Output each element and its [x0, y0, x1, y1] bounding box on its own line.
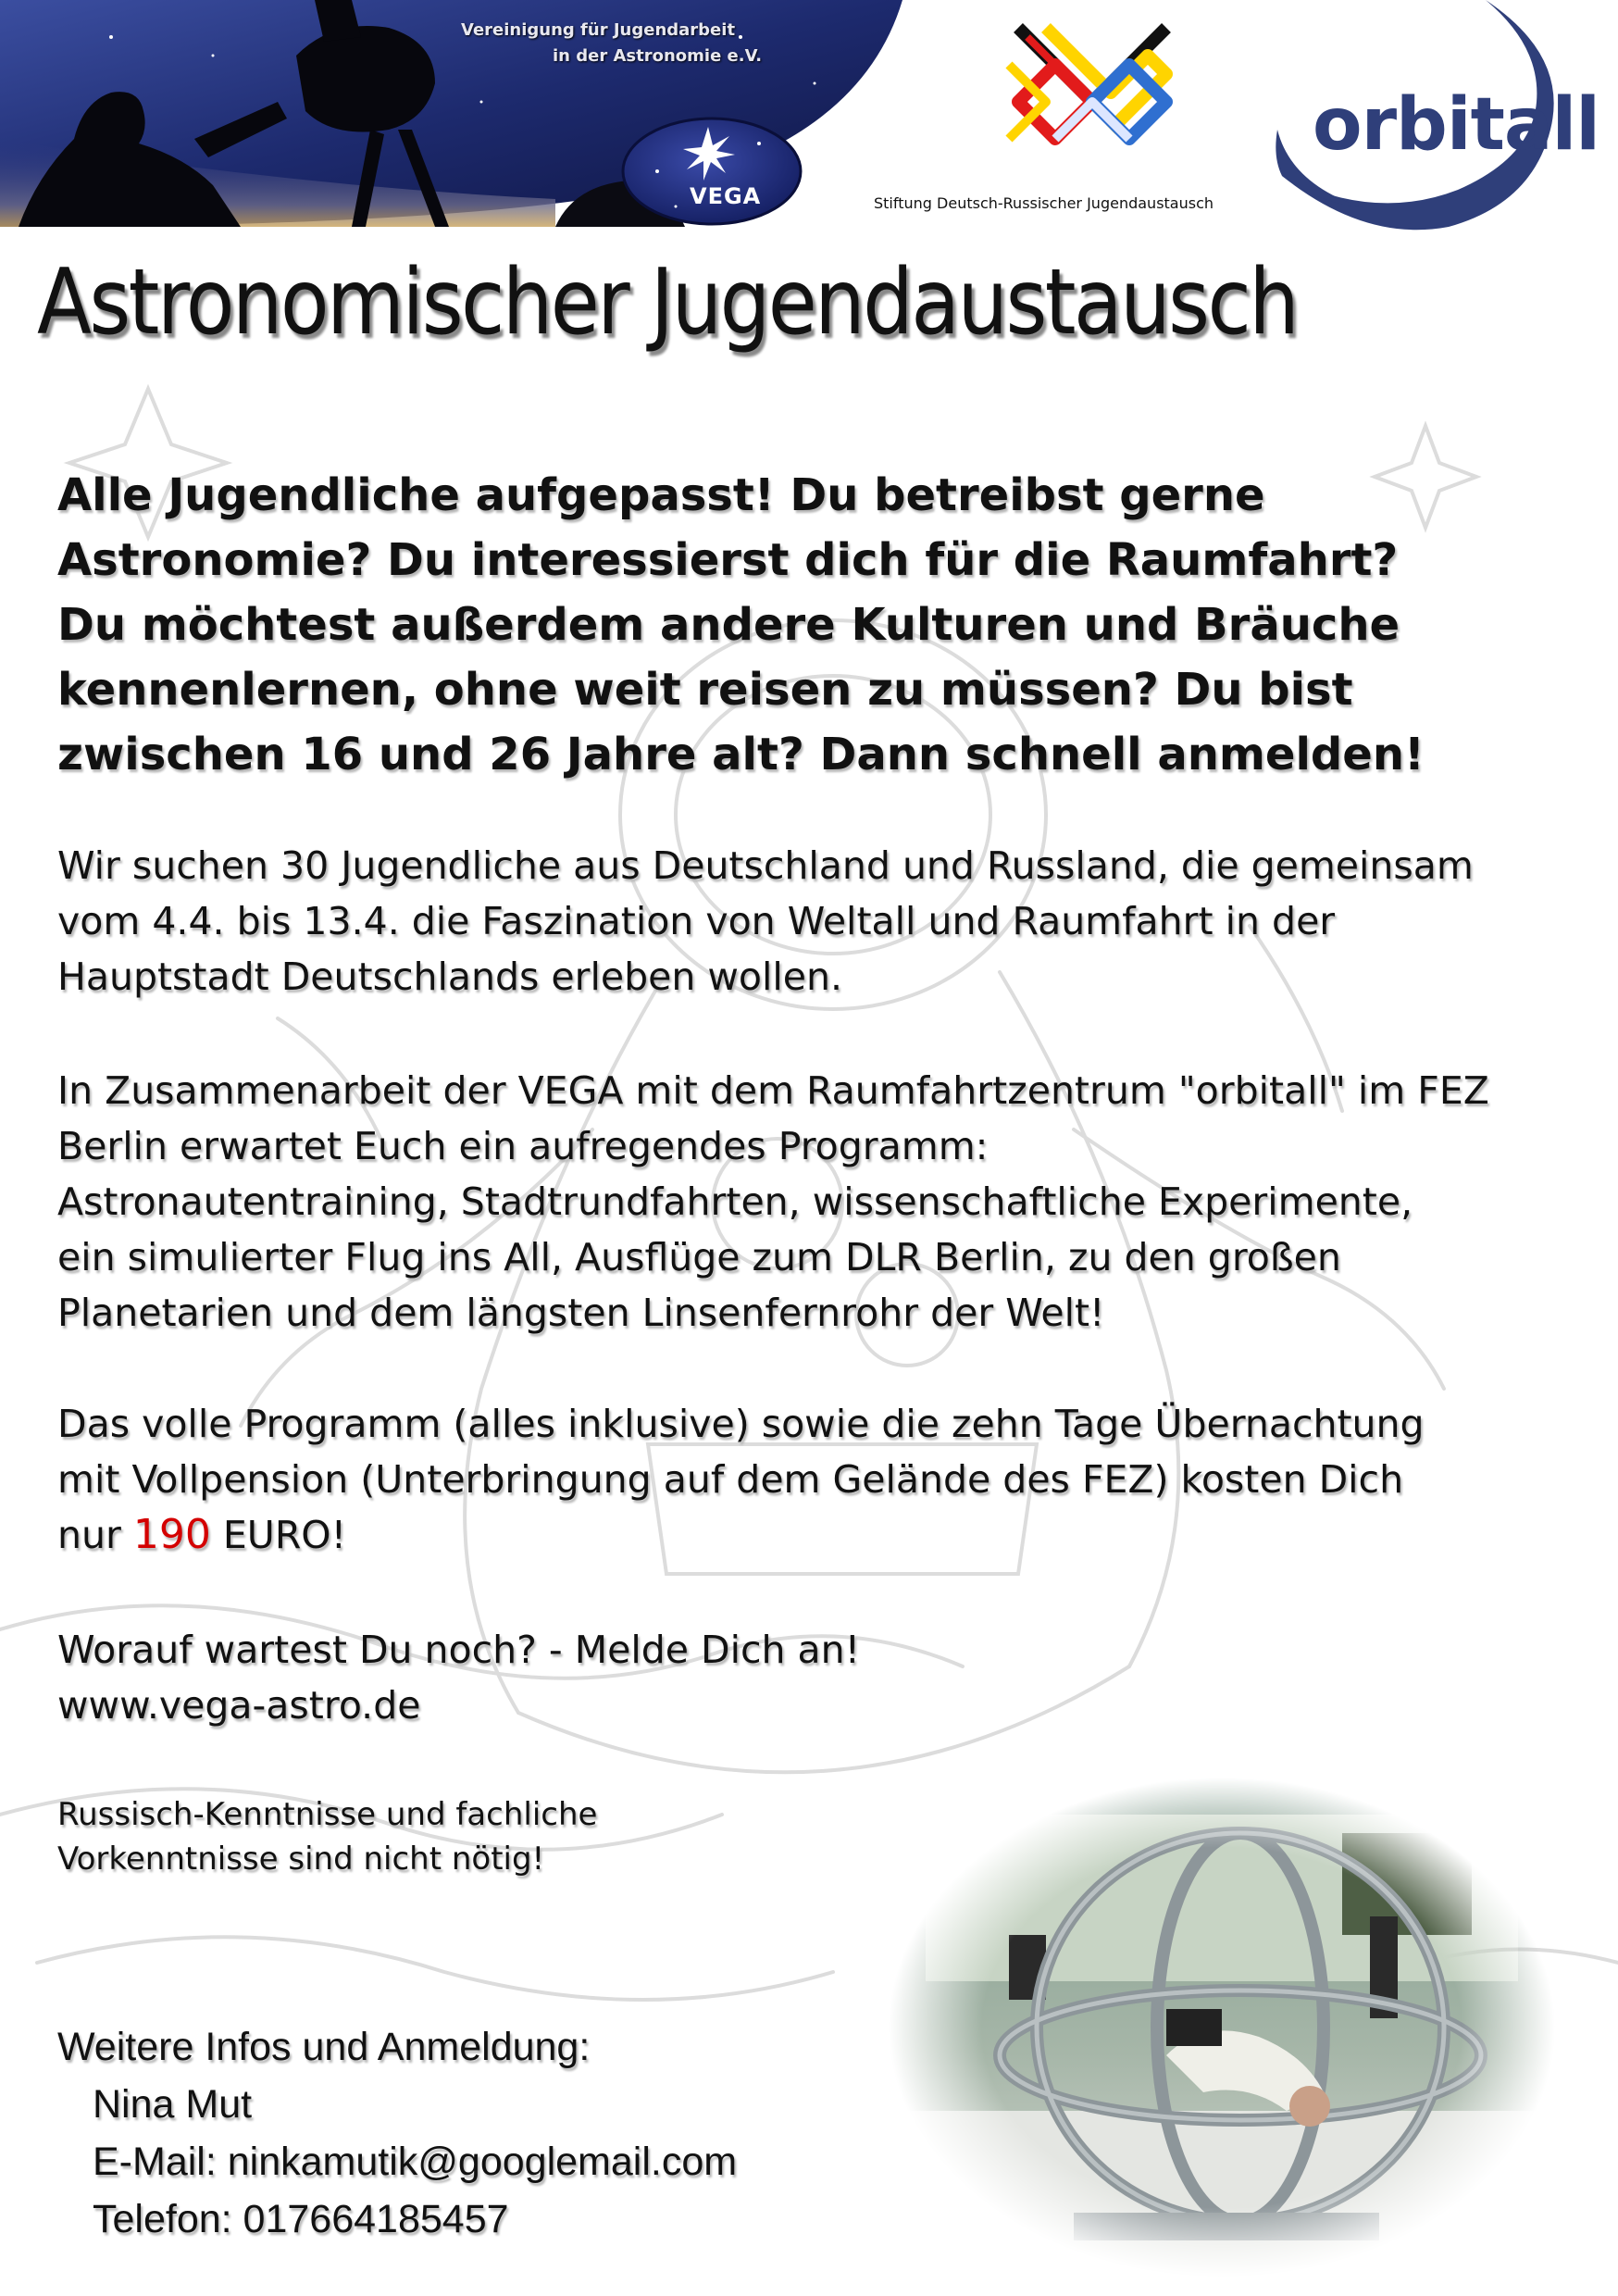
text-line: Das volle Programm (alles inklusive) sowie die zehn Tage Übernachtung [57, 1402, 1425, 1446]
price-suffix: EURO! [222, 1513, 347, 1557]
vega-logo [620, 116, 803, 227]
price-value: 190 [132, 1511, 211, 1558]
paragraph-program [57, 1063, 1594, 1341]
text-line: mit Vollpension (Unterbringung auf dem Gelände des FEZ) kosten Dich [57, 1457, 1404, 1502]
main-title: Astronomischer Jugendaustausch [37, 250, 1298, 356]
intro-line: Du möchtest außerdem andere Kulturen und Bräuche [57, 599, 1400, 651]
vega-label: VEGA [690, 183, 762, 209]
text-line: Wir suchen 30 Jugendliche aus Deutschland und Russland, die gemeinsam [57, 843, 1474, 888]
text-line: ein simulierter Flug ins All, Ausflüge zum DLR Berlin, zu den großen [57, 1235, 1341, 1279]
text-line: Planetarien und dem längsten Linsenfernrohr der Welt! [57, 1291, 1105, 1335]
contact-email[interactable]: E-Mail: ninkamutik@googlemail.com [93, 2140, 738, 2184]
gyroscope-photo [889, 1778, 1555, 2277]
note-line: Vorkenntnisse sind nicht nötig! [57, 1841, 545, 1878]
contact-name: Nina Mut [93, 2082, 253, 2127]
paragraph-price [57, 1396, 1594, 1563]
stiftung-logo [990, 9, 1194, 167]
price-prefix: nur [57, 1513, 121, 1557]
text-line: Berlin erwartet Euch ein aufregendes Programm: [57, 1124, 989, 1168]
contact-heading: Weitere Infos und Anmeldung: [57, 2025, 591, 2069]
intro-paragraph [57, 463, 1594, 787]
cta-line: Worauf wartest Du noch? - Melde Dich an! [57, 1628, 861, 1672]
text-line: In Zusammenarbeit der VEGA mit dem Raumfahrtzentrum "orbitall" im FEZ [57, 1068, 1489, 1113]
intro-line: Astronomie? Du interessierst dich für die Raumfahrt? [57, 534, 1399, 586]
stiftung-caption: Stiftung Deutsch-Russischer Jugendaustausch [874, 194, 1214, 212]
orbitall-wordmark: orbitall [1313, 83, 1600, 167]
text-line: vom 4.4. bis 13.4. die Faszination von Weltall und Raumfahrt in der [57, 899, 1336, 943]
contact-phone[interactable]: Telefon: 017664185457 [93, 2197, 509, 2241]
org-name-line1: Vereinigung für Jugendarbeit [461, 20, 736, 40]
text-line: Hauptstadt Deutschlands erleben wollen. [57, 955, 843, 999]
intro-line: zwischen 16 und 26 Jahre alt? Dann schnell anmelden! [57, 729, 1425, 780]
text-line: Astronautentraining, Stadtrundfahrten, wissenschaftliche Experimente, [57, 1179, 1413, 1224]
org-name-line2: in der Astronomie e.V. [553, 46, 763, 66]
text-line [57, 1507, 1594, 1563]
paragraph-participants [57, 838, 1594, 1004]
call-to-action [57, 1622, 1594, 1733]
intro-line: Alle Jugendliche aufgepasst! Du betreibst gerne [57, 469, 1265, 521]
intro-line: kennenlernen, ohne weit reisen zu müssen? Du bist [57, 664, 1353, 716]
website-link[interactable]: www.vega-astro.de [57, 1683, 421, 1728]
note-line: Russisch-Kenntnisse und fachliche [57, 1796, 598, 1833]
